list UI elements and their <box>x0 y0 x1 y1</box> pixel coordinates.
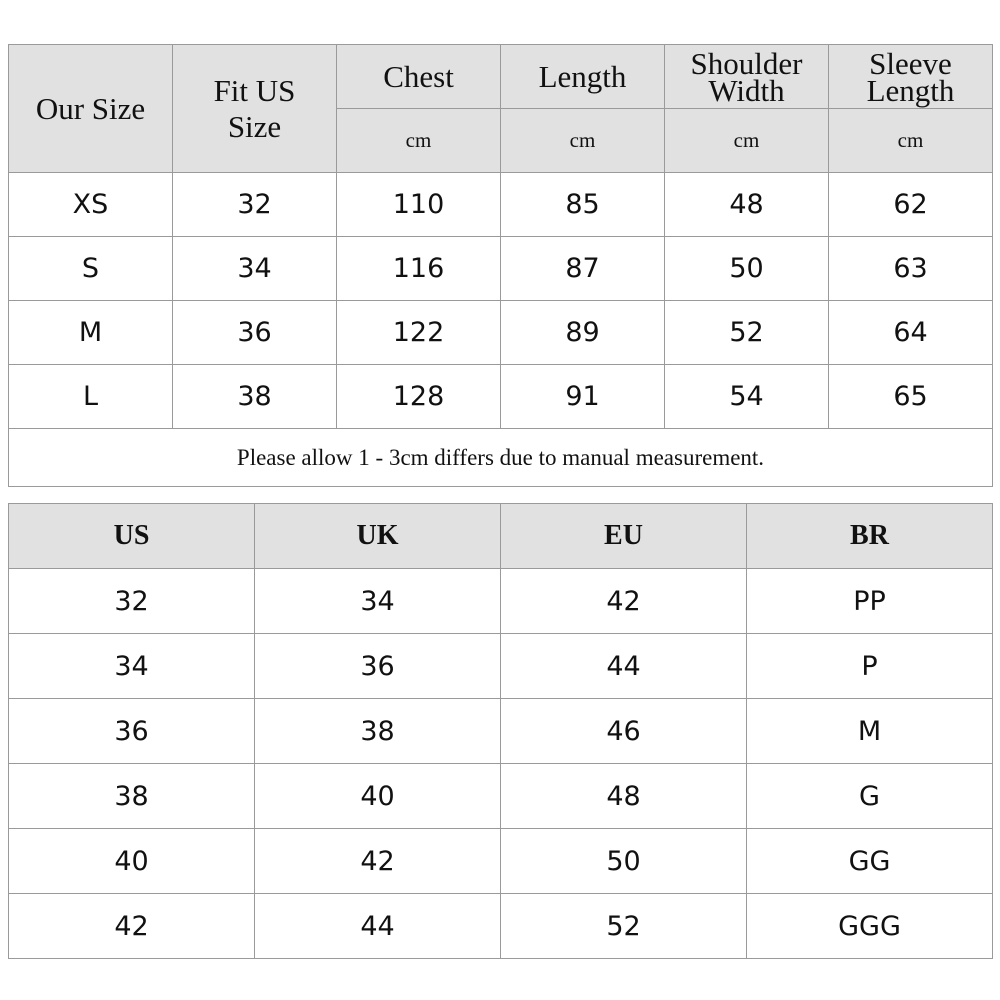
header-fit-us-size-line2: Size <box>227 108 282 144</box>
cell-uk: 44 <box>255 894 501 959</box>
cell-length: 87 <box>501 237 665 301</box>
cell-br: G <box>747 764 993 829</box>
cell-chest: 110 <box>337 173 501 237</box>
cell-uk: 38 <box>255 699 501 764</box>
cell-eu: 48 <box>501 764 747 829</box>
measurement-note: Please allow 1 - 3cm differs due to manual measurement. <box>9 429 993 487</box>
cell-length: 85 <box>501 173 665 237</box>
header-fit-us-size <box>173 45 337 173</box>
table-row <box>9 365 993 429</box>
table-row <box>9 173 993 237</box>
cell-chest: 122 <box>337 301 501 365</box>
cell-sleeve-length: 63 <box>829 237 993 301</box>
cell-br: PP <box>747 569 993 634</box>
cell-eu: 50 <box>501 829 747 894</box>
cell-fit-us-size: 36 <box>173 301 337 365</box>
table-row <box>9 699 993 764</box>
cell-our-size: S <box>9 237 173 301</box>
cell-us: 38 <box>9 764 255 829</box>
header-eu: EU <box>501 504 747 569</box>
header-chest-label: Chest <box>383 58 454 94</box>
cell-sleeve-length: 62 <box>829 173 993 237</box>
cell-shoulder-width: 50 <box>665 237 829 301</box>
header-length-label: Length <box>538 58 627 94</box>
cell-shoulder-width: 52 <box>665 301 829 365</box>
header-sleeve-length-line2: Length <box>866 72 955 108</box>
header-chest <box>337 45 501 109</box>
header-length <box>501 45 665 109</box>
table-row <box>9 894 993 959</box>
cell-br: M <box>747 699 993 764</box>
table-row <box>9 634 993 699</box>
header-sleeve-length <box>829 45 993 109</box>
cell-us: 40 <box>9 829 255 894</box>
unit-shoulder-width: cm <box>665 109 829 173</box>
cell-us: 42 <box>9 894 255 959</box>
cell-our-size: XS <box>9 173 173 237</box>
header-shoulder-width-line1: Shoulder <box>690 45 803 81</box>
table-row <box>9 301 993 365</box>
table-row <box>9 829 993 894</box>
cell-br: GG <box>747 829 993 894</box>
header-shoulder-width <box>665 45 829 109</box>
conversion-header-row <box>9 504 993 569</box>
header-fit-us-size-line1: Fit US <box>213 72 296 108</box>
cell-fit-us-size: 34 <box>173 237 337 301</box>
cell-fit-us-size: 38 <box>173 365 337 429</box>
cell-sleeve-length: 64 <box>829 301 993 365</box>
unit-sleeve-length: cm <box>829 109 993 173</box>
cell-our-size: M <box>9 301 173 365</box>
cell-us: 36 <box>9 699 255 764</box>
size-conversion-table <box>8 503 993 959</box>
header-our-size-label: Our Size <box>35 90 146 126</box>
cell-eu: 52 <box>501 894 747 959</box>
cell-shoulder-width: 54 <box>665 365 829 429</box>
table-row <box>9 237 993 301</box>
cell-uk: 34 <box>255 569 501 634</box>
header-our-size <box>9 45 173 173</box>
cell-length: 91 <box>501 365 665 429</box>
cell-our-size: L <box>9 365 173 429</box>
unit-length: cm <box>501 109 665 173</box>
size-chart-table <box>8 44 993 487</box>
note-row <box>9 429 993 487</box>
cell-sleeve-length: 65 <box>829 365 993 429</box>
header-us: US <box>9 504 255 569</box>
cell-chest: 116 <box>337 237 501 301</box>
size-chart-header-row <box>9 45 993 109</box>
cell-eu: 44 <box>501 634 747 699</box>
cell-br: P <box>747 634 993 699</box>
cell-uk: 40 <box>255 764 501 829</box>
cell-length: 89 <box>501 301 665 365</box>
table-row <box>9 569 993 634</box>
cell-us: 34 <box>9 634 255 699</box>
header-br: BR <box>747 504 993 569</box>
cell-br: GGG <box>747 894 993 959</box>
header-uk: UK <box>255 504 501 569</box>
cell-uk: 36 <box>255 634 501 699</box>
cell-eu: 46 <box>501 699 747 764</box>
cell-fit-us-size: 32 <box>173 173 337 237</box>
cell-chest: 128 <box>337 365 501 429</box>
unit-chest: cm <box>337 109 501 173</box>
header-shoulder-width-line2: Width <box>708 72 785 108</box>
cell-us: 32 <box>9 569 255 634</box>
table-row <box>9 764 993 829</box>
cell-uk: 42 <box>255 829 501 894</box>
cell-eu: 42 <box>501 569 747 634</box>
header-sleeve-length-line1: Sleeve <box>869 45 952 81</box>
cell-shoulder-width: 48 <box>665 173 829 237</box>
